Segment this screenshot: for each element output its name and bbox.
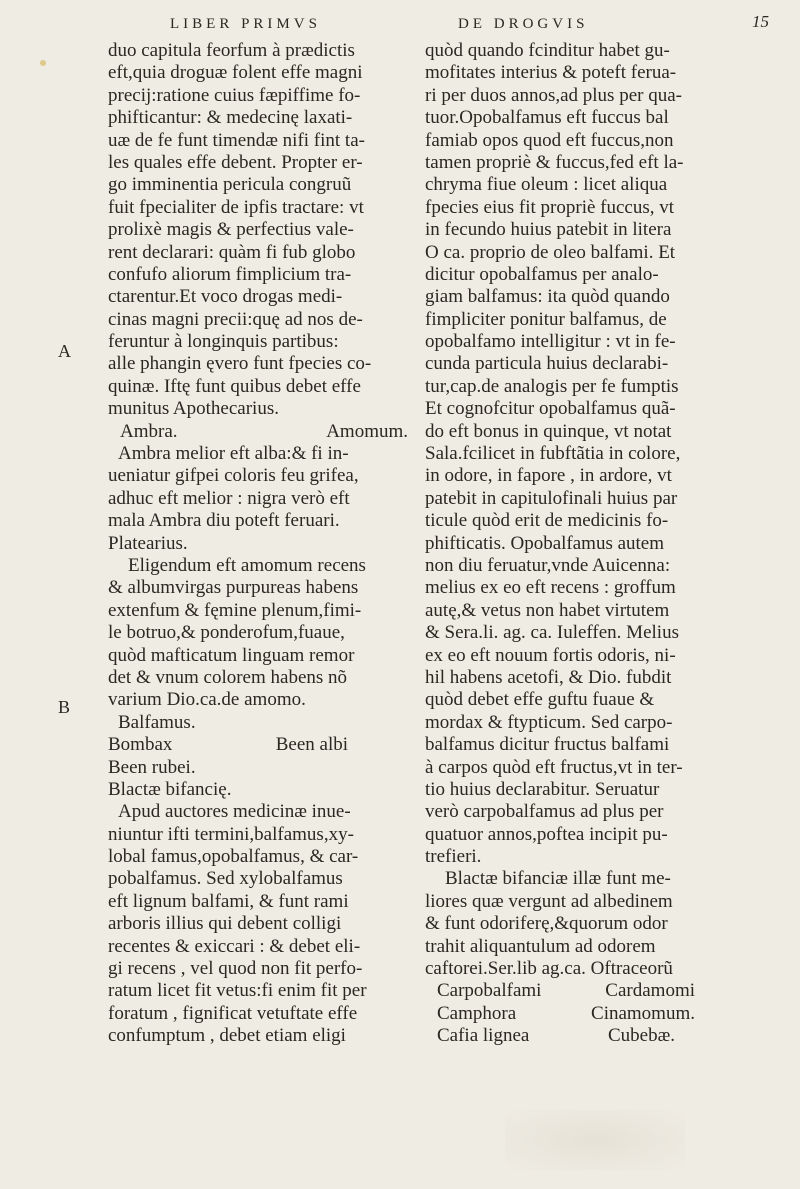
text-line: rent declarari: quàm fi fub globo (108, 241, 356, 263)
text-line: famiab opos quod eft fuccus,non (425, 129, 674, 151)
text-line: arboris illius qui debent colligi (108, 913, 342, 935)
text-line: Platearius. (108, 532, 188, 554)
drug-heading-pair (425, 980, 735, 1002)
text-line: non diu feruatur,vnde Auicenna: (425, 554, 671, 576)
text-line: tuor.Opobalfamus eft fuccus bal (425, 107, 669, 129)
text-line: ratum licet fit vetus:fi enim fit per (108, 980, 367, 1002)
text-line: & albumvirgas purpureas habens (108, 577, 359, 599)
text-line: ctarentur.Et voco drogas medi- (108, 286, 343, 308)
text-line: O ca. proprio de oleo balfami. Et (425, 241, 676, 263)
margin-letter-b: B (58, 697, 71, 717)
text-line: ueniatur gifpei coloris feu grifea, (108, 465, 359, 487)
text-line: balfamus dicitur fructus balfami (425, 734, 670, 756)
text-line: Ambra melior eft alba:& fi in- (118, 443, 349, 465)
text-line: det & vnum colorem habens nõ (108, 666, 348, 688)
text-line: tio huius declarabitur. Seruatur (425, 778, 660, 800)
drug-heading: Cafia lignea (437, 1025, 530, 1047)
text-line: melius ex eo eft recens : groffum (425, 577, 676, 599)
text-line: prolixè magis & perfectius vale- (108, 219, 354, 241)
text-line: cinas magni precii:quę ad nos de- (108, 308, 363, 330)
text-line: phifticantur: & medecinę laxati- (108, 107, 353, 129)
header-right: DE DROGVIS (458, 16, 589, 32)
text-line: recentes & exiccari : & debet eli- (108, 935, 361, 957)
margin-letter-a: A (58, 341, 71, 361)
text-line: caftorei.Ser.lib ag.ca. Oftraceorũ (425, 958, 673, 980)
text-line: quatuor annos,poftea incipit pu- (425, 823, 668, 845)
text-line: verò carpobalfamus ad plus per (425, 801, 664, 823)
text-line: mofitates interius & poteft ferua- (425, 62, 677, 84)
text-line: do eft bonus in quinque, vt notat (425, 420, 672, 442)
text-line: uæ de fe funt timendæ nifi fint ta- (108, 129, 365, 151)
text-line: quòd debet effe guftu fuaue & (425, 689, 655, 711)
text-line: tamen propriè & fuccus,fed eft la- (425, 151, 684, 173)
drug-heading: Cinamomum. (591, 1002, 695, 1024)
text-line: à carpos quòd eft fructus,vt in ter- (425, 756, 683, 778)
text-line: mala Ambra diu poteft feruari. (108, 510, 340, 532)
drug-heading-pair (425, 1003, 735, 1025)
text-line: opobalfamo intelligitur : vt in fe- (425, 331, 676, 353)
text-line: gi recens , vel quod non fit perfo- (108, 958, 363, 980)
text-line: trahit aliquantulum ad odorem (425, 935, 656, 957)
text-line: alle phangin ęvero funt fpecies co- (108, 353, 372, 375)
text-line: tur,cap.de analogis per fe fumptis (425, 375, 679, 397)
text-line: patebit in capitulofinali huius par (425, 487, 678, 509)
text-line: & Sera.li. ag. ca. Iuleffen. Melius (425, 622, 679, 644)
text-line: pobalfamus. Sed xylobalfamus (108, 868, 343, 890)
drug-heading-pair (425, 1025, 735, 1047)
drug-heading: Bombax (108, 734, 173, 756)
text-line: chryma fiue oleum : licet aliqua (425, 174, 668, 196)
drug-heading-pair (108, 421, 408, 443)
drug-heading: Been albi (275, 734, 348, 756)
text-line: confumptum , debet etiam eligi (108, 1025, 346, 1047)
text-line: Eligendum eft amomum recens (128, 554, 366, 576)
text-line: quòd quando fcinditur habet gu- (425, 40, 670, 61)
text-line: fuit fpecialiter de ipfis tractare: vt (108, 196, 364, 218)
text-line: varium Dio.ca.de amomo. (108, 689, 306, 711)
ink-spot (40, 60, 46, 66)
text-line: munitus Apothecarius. (108, 398, 279, 420)
text-line: in fecundo huius patebit in litera (425, 219, 672, 241)
text-line: lobal famus,opobalfamus, & car- (108, 846, 359, 868)
text-line: in odore, in fapore , in ardore, vt (425, 465, 672, 487)
text-line: foratum , fignificat vetuftate effe (108, 1002, 358, 1024)
text-line: les quales effe debent. Propter er- (108, 151, 363, 173)
page-number: 15 (752, 12, 769, 31)
text-line: feruntur à longinquis partibus: (108, 331, 339, 353)
text-line: quinæ. Iftę funt quibus debet effe (108, 375, 361, 397)
text-line: eft lignum balfami, & funt rami (108, 890, 349, 912)
text-line: eft,quia droguæ folent effe magni (108, 62, 363, 84)
text-line: mordax & ftypticum. Sed carpo- (425, 711, 673, 733)
drug-heading: Carpobalfami (437, 980, 542, 1002)
text-line: extenfum & fęmine plenum,fimi- (108, 599, 362, 621)
text-line: Et cognofcitur opobalfamus quã- (425, 398, 676, 420)
right-column (425, 40, 735, 1048)
paper-stain (505, 1110, 685, 1170)
text-line: dicitur opobalfamus per analo- (425, 263, 659, 285)
drug-heading-pair (108, 734, 408, 756)
text-line: fimpliciter ponitur balfamus, de (425, 308, 667, 330)
drug-heading: Camphora (437, 1002, 517, 1024)
text-line: cunda particula huius declarabi- (425, 353, 669, 375)
text-line: ex eo eft nouum fortis odoris, ni- (425, 644, 676, 666)
left-column (108, 40, 408, 1048)
text-line: precij:ratione cuius fæpiffime fo- (108, 84, 361, 106)
text-line: Sala.fcilicet in fubftãtia in colore, (425, 443, 681, 465)
drug-heading: Balfamus. (118, 711, 196, 733)
text-line: giam balfamus: ita quòd quando (425, 286, 670, 308)
drug-heading: Cardamomi (605, 980, 695, 1002)
text-line: le botruo,& ponderofum,fuaue, (108, 622, 345, 644)
header-left: LIBER PRIMVS (170, 16, 321, 32)
text-line: ri per duos annos,ad plus per qua- (425, 84, 682, 106)
text-line: go imminentia pericula congruũ (108, 174, 352, 196)
text-line: phifticatis. Opobalfamus autem (425, 532, 665, 554)
text-line: quòd mafticatum linguam remor (108, 644, 355, 666)
drug-heading: Amomum. (326, 420, 408, 442)
drug-heading: Been rubei. (108, 756, 196, 778)
text-line: ticule quòd erit de medicinis fo- (425, 510, 669, 532)
text-line: hil habens acetofi, & Dio. fubdit (425, 666, 672, 688)
text-line: Blactæ bifanciæ illæ funt me- (445, 868, 671, 890)
text-line: liores quæ vergunt ad albedinem (425, 890, 673, 912)
text-line: trefieri. (425, 846, 482, 868)
text-line: duo capitula feorfum à prædictis (108, 40, 355, 61)
text-line: fpecies eius fit propriè fuccus, vt (425, 196, 675, 218)
drug-heading: Cubebæ. (607, 1025, 675, 1047)
text-line: autę,& vetus non habet virtutem (425, 599, 670, 621)
text-line: Apud auctores medicinæ inue- (118, 801, 351, 823)
running-header (0, 10, 800, 38)
text-line: & funt odoriferę,&quorum odor (425, 913, 668, 935)
text-line: adhuc eft melior : nigra verò eft (108, 487, 350, 509)
drug-heading: Blactæ bifancię. (108, 778, 232, 800)
text-line: niuntur ifti termini,balfamus,xy- (108, 823, 354, 845)
text-line: confufo aliorum fimplicium tra- (108, 263, 352, 285)
drug-heading: Ambra. (120, 420, 178, 442)
